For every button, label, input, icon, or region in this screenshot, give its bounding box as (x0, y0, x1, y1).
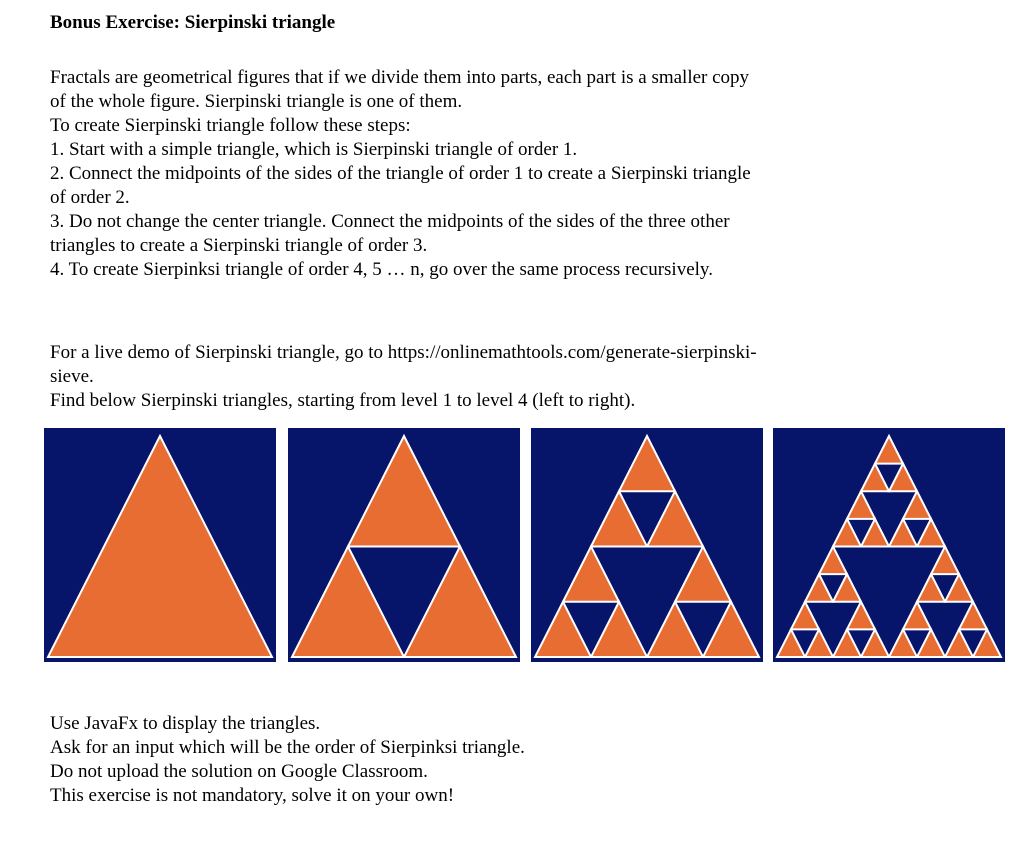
step-3-line-cont: triangles to create a Sierpinski triangle of order 3. (50, 235, 428, 256)
instructions-paragraph (50, 712, 525, 808)
demo-link-line-cont: sieve. (50, 366, 94, 387)
intro-line: Fractals are geometrical figures that if we divide them into parts, each part is a smaller copy (50, 67, 750, 88)
sierpinski-level-1-image (44, 428, 276, 662)
sierpinski-panel-level-3 (531, 428, 763, 662)
sierpinski-figures (44, 428, 1004, 663)
step-3-line: 3. Do not change the center triangle. Connect the midpoints of the sides of the three other (50, 211, 730, 232)
figure-caption: Find below Sierpinski triangles, starting from level 1 to level 4 (left to right). (50, 390, 636, 411)
sierpinski-level-2-image (288, 428, 520, 662)
instruction-line: Use JavaFx to display the triangles. (50, 713, 321, 734)
instruction-line: Ask for an input which will be the order of Sierpinksi triangle. (50, 737, 525, 758)
step-2-line: 2. Connect the midpoints of the sides of the triangle of order 1 to create a Sierpinski triangle (50, 163, 751, 184)
intro-line: of the whole figure. Sierpinski triangle is one of them. (50, 91, 463, 112)
sierpinski-panel-level-1 (44, 428, 276, 662)
sierpinski-level-3-image (531, 428, 763, 662)
sierpinski-level-4-image (773, 428, 1005, 662)
page-title: Bonus Exercise: Sierpinski triangle (50, 12, 336, 33)
step-1-line: 1. Start with a simple triangle, which is Sierpinski triangle of order 1. (50, 139, 578, 160)
demo-paragraph (50, 341, 757, 413)
demo-link-line: For a live demo of Sierpinski triangle, go to https://onlinemathtools.com/generate-sierpinski- (50, 342, 757, 363)
instruction-line: This exercise is not mandatory, solve it on your own! (50, 785, 455, 806)
intro-paragraph (50, 66, 751, 282)
sierpinski-panel-level-4 (773, 428, 1005, 662)
step-2-line-cont: of order 2. (50, 187, 130, 208)
instruction-line: Do not upload the solution on Google Classroom. (50, 761, 428, 782)
sierpinski-panel-level-2 (288, 428, 520, 662)
step-4-line: 4. To create Sierpinksi triangle of order 4, 5 … n, go over the same process recursively. (50, 259, 713, 280)
intro-line: To create Sierpinski triangle follow these steps: (50, 115, 411, 136)
